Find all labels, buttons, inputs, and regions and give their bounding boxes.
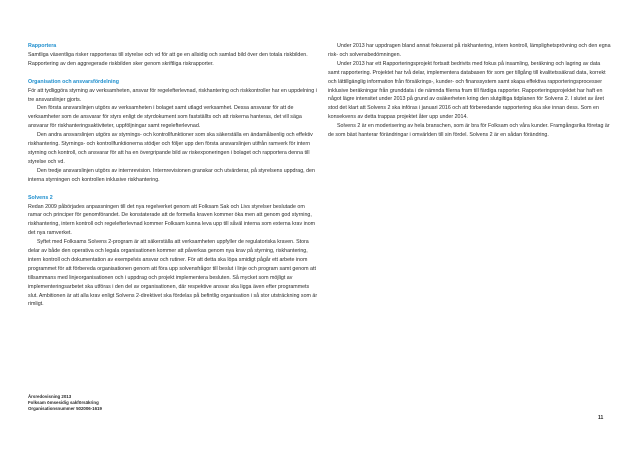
paragraph: Den andra ansvarslinjen utgörs av styrnings- och kontrollfunktioner som ska säkerställa en ändamålsenlig och effektiv riskhantering. Styrnings- och kontrollfunktionerna stödjer och följer upp den första ansvarslinjen utifrån ramverk för intern styrning och kontroll, och ansvarar för att ha en övergripande bild av riskexponeringen i bolaget och rapportera denna till styrelse och vd. [28,132,313,165]
paragraph: Redan 2009 påbörjades anpassningen till det nya regelverket genom att Folksam Sak och Livs styrelser beslutade om ramar och principer för genomförandet. De konstaterade att de formella kraven kommer öka men att genom god styrning, riskhantering, intern kontroll och regelefterlevnad kommer Folksam kunna leva upp till såväl interna som externa krav inom det nya ramverket. [28,203,316,237]
footer-report-title: Årsredovisning 2013 [28,394,72,399]
footer-org-number: Organisationsnummer 502006-1619 [28,406,102,412]
right-column [328,42,611,140]
paragraph: Den första ansvarslinjen utgörs av verksamheten i bolaget samt utlagd verksamhet. Dessa ansvarar för att de verksamheter som de ansvarar för styrs enligt de styrdokument som fastställts och att riskerna hanteras, det vill säga ansvarar för riskhanteringsaktiviteter, uppföljningar samt regelefterlevnad. [28,105,302,130]
section-heading-solvens-2: Solvens 2 [28,194,53,201]
paragraph: Den tredje ansvarslinjen utgörs av internrevision. Internrevisionen granskar och utvärderar, på styrelsens uppdrag, den interna styrningen och kontrollen inklusive riskhantering. [28,167,315,183]
paragraph: Solvens 2 är en moderisering av hela branschen, som är bra för Folksam och våra kunder. Framgångsrika företag är de som bäst hanterar förändringar i omvärlden till sin fördel. Solvens 2 är en sådan förändring. [328,123,610,139]
section-heading-rapportera: Rapportera [28,43,57,49]
spacer [28,69,318,78]
page-number: 11 [598,415,604,421]
paragraph: För att tydliggöra styrning av verksamheten, ansvar för regelefterlevnad, riskhantering och riskkontroller har en uppdelning i tre ansvarslinjer gjorts. [28,87,317,103]
paragraph: Syftet med Folksams Solvens 2-program är att säkerställa att verksamheten uppfyller de regulatoriska kraven. Stora delar av både den operativa och legala organisationen kommer att påverkas genom nya krav på styrning, riskhantering, intern kontroll och dokumentation av exempelvis ansvar och rutiner. För att detta ska löpa smidigt pågår ett arbete inom programmet för att förbereda organisationen genom att föra upp solvensfrågor till beslut i linje och program samt genom att tillsammans med linjeorganisationen och i uppdrag och projekt implementera besluten. Så mycket som möjligt av implementeringsarbetet ska utföras i den del av organisationen, där respektive ansvar ska ligga även efter programmets slut. Ambitionen är att alla krav enligt Solvens 2-direktivet ska fördelas på befintlig organisation i så stor utsträckning som är rimligt. [28,239,318,308]
paragraph: Under 2013 har ett Rapporteringsprojekt fortsatt bedrivits med fokus på insamling, beräkning och lagring av data samt rapportering. Projektet har två delar, implementera databasen för som ger tillgång till kvalitetssäkrad data, korrekt och lättillgänglig information från försäkrings-, kunder- och finanssystem samt skapa effektiva rapporteringsprocesser inklusive beräkningar från grunddata i de nämnda filerna fram till färdiga rapporter. Rapporteringsprojektet har haft en något lägre intensitet under 2013 på grund av osäkerheten kring den slutgiltiga tidplanen för Solvens 2. I slutet av året stod det klart att Solvens 2 ska införas i januari 2016 och att förberedande rapportering ska ske innan dess. Som en konsekvens av detta trappas projektet åter upp under 2014. [328,60,606,121]
paragraph: Samtliga väsentliga risker rapporteras till styrelse och vd för att ge en allsidig och samlad bild över den totala riskbilden. Rapportering av den aggregerade riskbilden sker genom skriftliga riskrapporter. [28,51,308,67]
footer-company-name: Folksam ömsesidig sakförsäkring [28,400,99,406]
footer [28,394,102,413]
spacer [28,185,318,194]
left-column [28,42,318,309]
paragraph: Under 2013 har uppdragen bland annat fokuserat på riskhantering, intern kontroll, lämplighetsprövning och den egna risk- och solvensbedömningen. [328,43,611,58]
section-heading-organisation: Organisation och ansvarsfördelning [28,78,119,85]
